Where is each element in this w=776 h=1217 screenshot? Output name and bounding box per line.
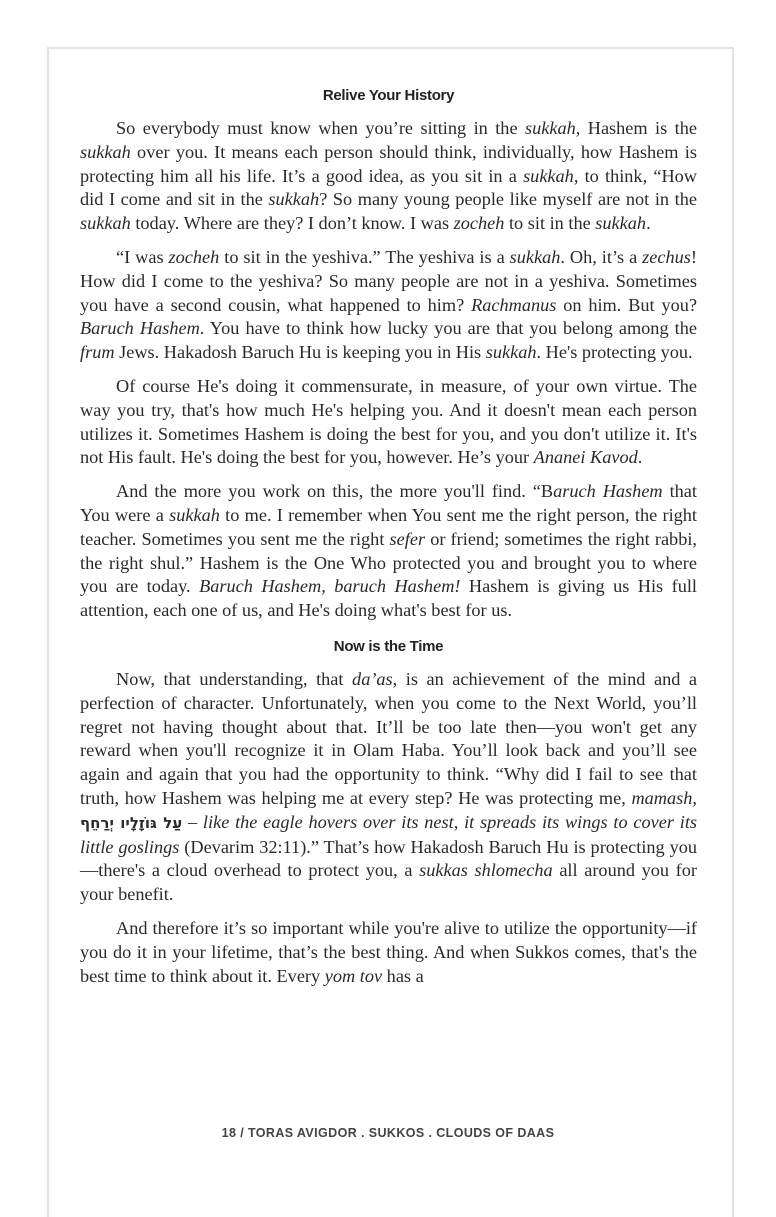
paragraph bbox=[80, 480, 697, 623]
text-run: So everybody must know when you’re sitting in the bbox=[116, 118, 525, 138]
italic-text: aruch Hashem bbox=[553, 481, 663, 502]
text-run: . You have to think how lucky you are that you belong among the bbox=[199, 318, 697, 339]
italic-text: zocheh bbox=[453, 213, 505, 234]
italic-text: sukkah bbox=[169, 504, 220, 525]
italic-text: mamash bbox=[631, 787, 693, 808]
text-run: to sit in the yeshiva.” The yeshiva is a bbox=[219, 246, 510, 267]
italic-text: sefer bbox=[389, 528, 426, 549]
italic-text: sukkah bbox=[523, 165, 574, 186]
italic-text: sukkah bbox=[268, 189, 320, 210]
italic-text: zechus bbox=[642, 246, 691, 267]
italic-text: like the eagle hovers over its nest, it spreads its wings to cover its little goslings bbox=[80, 811, 698, 857]
paragraph bbox=[80, 668, 697, 907]
text-run: ! How did I come to the yeshiva? So many people are not in a yeshiva. Sometimes you have a second cousin, what happened to him? bbox=[80, 246, 697, 315]
text-run: or friend; sometimes the right rabbi, the right shul.” Hashem is the One Who protected you and brought you to where you are today. bbox=[80, 528, 697, 597]
italic-text: sukkah bbox=[80, 213, 131, 234]
italic-text: sukkah bbox=[509, 246, 561, 267]
hebrew-quote: עַל גּוֹזָלָיו יְרַחֵף bbox=[80, 813, 183, 832]
text-run: , Hashem is the bbox=[575, 118, 698, 138]
text-run: (Devarim 32:11).” That’s how Hakadosh Baruch Hu is protecting you—there's a cloud overhead to protect you, a bbox=[80, 836, 698, 881]
text-run: . He's protecting you. bbox=[536, 342, 693, 363]
text-run: Jews. Hakadosh Baruch Hu is keeping you in His bbox=[114, 342, 486, 363]
italic-text: Ananei Kavod bbox=[533, 447, 638, 468]
text-run: Of course He's doing it commensurate, in measure, of your own virtue. The way you try, that's how much He's helping you. And it doesn't mean each person utilizes it. Sometimes Hashem is doing the best for you, and you don't utilize it. It's not His fault. He's doing the best for you, however. He’s your bbox=[80, 375, 697, 468]
text-run: And the more you work on this, the more you'll find. “B bbox=[116, 481, 554, 502]
text-run: all around you for your benefit. bbox=[80, 860, 698, 905]
italic-text: Rachmanus bbox=[471, 294, 557, 315]
text-run: has a bbox=[382, 965, 424, 986]
section-heading: Relive Your History bbox=[322, 87, 455, 104]
text-run: . Oh, it’s a bbox=[560, 246, 643, 267]
text-run: , bbox=[692, 787, 697, 808]
paragraph bbox=[80, 246, 697, 365]
italic-text: da’as bbox=[352, 668, 393, 689]
text-run: to sit in the bbox=[504, 213, 596, 234]
text-run: that You were a bbox=[80, 481, 697, 525]
italic-text: sukkas shlomecha bbox=[419, 860, 553, 881]
text-run: . bbox=[637, 447, 643, 468]
italic-text: sukkah bbox=[524, 118, 576, 138]
paragraph bbox=[80, 375, 697, 470]
text-run: , to think, “How did I come and sit in the bbox=[80, 165, 697, 210]
text-run: . bbox=[646, 213, 651, 234]
text-run: ? So many young people like myself are not in the bbox=[319, 189, 697, 210]
text-run: “I was bbox=[116, 246, 169, 267]
italic-text: zocheh bbox=[168, 246, 220, 267]
paragraph bbox=[80, 117, 697, 236]
page-footer: 18 / TORAS AVIGDOR . SUKKOS . CLOUDS OF DAAS bbox=[221, 1126, 555, 1140]
section-heading: Now is the Time bbox=[333, 637, 444, 655]
text-run: on him. But you? bbox=[556, 294, 697, 315]
page-body bbox=[80, 84, 697, 998]
italic-text: sukkah bbox=[595, 213, 647, 234]
italic-text: yom tov bbox=[324, 965, 383, 986]
text-run: over you. It means each person should think, individually, how Hashem is protecting him all his life. It’s a good idea, as you sit in a bbox=[80, 141, 697, 186]
text-run: today. Where are they? I don’t know. I was bbox=[130, 213, 454, 234]
text-run: , is an achievement of the mind and a perfection of character. Unfortunately, when you come to the Next World, you’ll regret not having thought about that. It’ll be too late then—you won't get any reward when you'll recognize it in Olam Haba. You’ll look back and you’ll see again and again that you had the opportunity to think. “Why did I fail to see that truth, how Hashem was helping me at every step? He was protecting me, bbox=[80, 668, 697, 808]
italic-text: frum bbox=[80, 342, 115, 363]
italic-text: sukkah bbox=[485, 342, 537, 363]
text-run: Now, that understanding, that bbox=[116, 668, 353, 689]
italic-text: Baruch Hashem bbox=[80, 318, 200, 339]
text-run: to me. I remember when You sent me the right person, the right teacher. Sometimes you sent me the right bbox=[80, 504, 698, 549]
paragraph bbox=[80, 917, 697, 988]
italic-text: Baruch Hashem, baruch Hashem! bbox=[199, 576, 461, 597]
text-run: Hashem is giving us His full attention, each one of us, and He's doing what's best for us. bbox=[80, 576, 697, 621]
text-run: – bbox=[182, 811, 203, 832]
italic-text: sukkah bbox=[80, 141, 131, 162]
text-run: And therefore it’s so important while you're alive to utilize the opportunity—if you do it in your lifetime, that’s the best thing. And when Sukkos comes, that's the best time to think about it. Every bbox=[80, 917, 697, 986]
